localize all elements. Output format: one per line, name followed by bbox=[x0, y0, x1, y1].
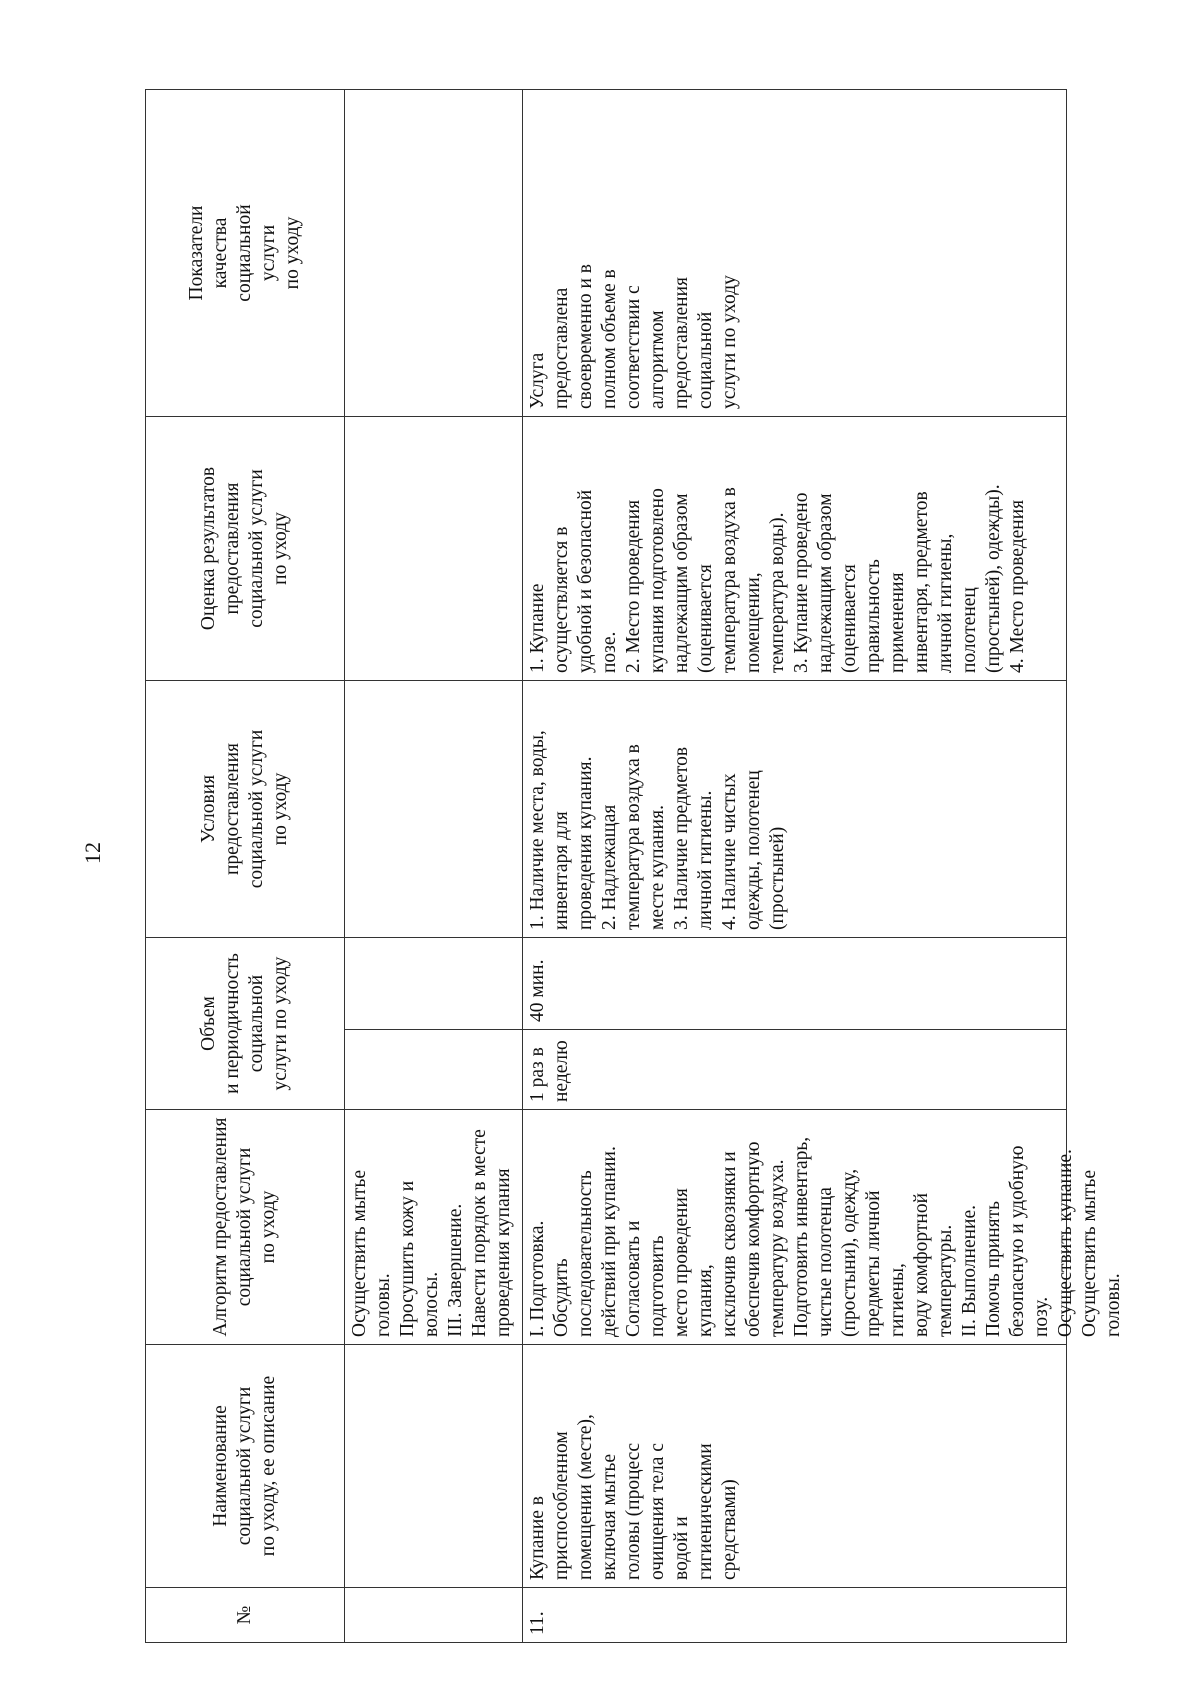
header-volume-frequency: Объем и периодичность социальной услуги по уходу bbox=[146, 938, 345, 1110]
header-conditions: Условия предоставления социальной услуги по уходу bbox=[146, 681, 345, 938]
header-quality: Показатели качества социальной услуги по уходу bbox=[146, 90, 345, 417]
cell-conditions: 1. Наличие места, воды, инвентаря для проведения купания. 2. Надлежащая температура воздуха в месте купания. 3. Наличие предметов личной гигиены. 4. Наличие чистых одежды, полотенец (простыней) bbox=[523, 681, 1067, 938]
page-number: 12 bbox=[80, 842, 105, 864]
cell-name-empty bbox=[345, 1345, 523, 1588]
cell-quality: Услуга предоставлена своевременно и в полном объеме в соответствии с алгоритмом предоставления социальной услуги по уходу bbox=[523, 90, 1067, 417]
header-evaluation: Оценка результатов предоставления социальной услуги по уходу bbox=[146, 417, 345, 681]
cell-duration: 40 мин. bbox=[523, 938, 1067, 1030]
table-row bbox=[345, 90, 523, 1643]
cell-algorithm-continued: Осуществить мытье головы. Просушить кожу и волосы. III. Завершение. Навести порядок в месте проведения купания bbox=[345, 1110, 523, 1345]
header-algorithm: Алгоритм предоставления социальной услуги по уходу bbox=[146, 1110, 345, 1345]
evaluation-text: 1. Купание осуществляется в удобной и безопасной позе. 2. Место проведения купания подготовлено надлежащим образом (оценивается температура воздуха в помещении, температура воды). 3. Купание проведено надлежащим образом (оценивается правильность применения инвентаря, предметов личной гигиены, полотенец (простыней), одежды). 4. Место проведения bbox=[527, 484, 1029, 673]
cell-evaluation bbox=[523, 417, 1067, 681]
algorithm-text: I. Подготовка. Обсудить последовательность действий при купании. Согласовать и подготовить место проведения купания, исключив сквозняки и обеспечив комфортную температуру воздуха. Подготовить инвентарь, чистые полотенца (простыни), одежду, предметы личной гигиены, воду комфортной температуры. II. Выполнение. Помочь принять безопасную и удобную позу. Осуществить купание. Осуществить мытье головы. bbox=[527, 1136, 1125, 1337]
table-header-row bbox=[146, 90, 345, 1643]
cell-conditions-empty bbox=[345, 681, 523, 938]
services-table bbox=[145, 89, 1125, 1643]
cell-number-empty bbox=[345, 1588, 523, 1643]
cell-evaluation-empty bbox=[345, 417, 523, 681]
header-service-name: Наименование социальной услуги по уходу, ее описание bbox=[146, 1345, 345, 1588]
cell-duration-empty bbox=[345, 938, 523, 1030]
header-number: № bbox=[146, 1588, 345, 1643]
table-row bbox=[523, 90, 1067, 1643]
cell-service-name: Купание в приспособленном помещении (месте), включая мытье головы (процесс очищения тела с водой и гигиеническими средствами) bbox=[523, 1345, 1067, 1588]
cell-frequency-empty bbox=[345, 1030, 523, 1110]
cell-algorithm bbox=[523, 1110, 1125, 1345]
cell-quality-empty bbox=[345, 90, 523, 417]
cell-number: 11. bbox=[523, 1588, 1067, 1643]
cell-frequency: 1 раз в неделю bbox=[523, 1030, 1067, 1110]
